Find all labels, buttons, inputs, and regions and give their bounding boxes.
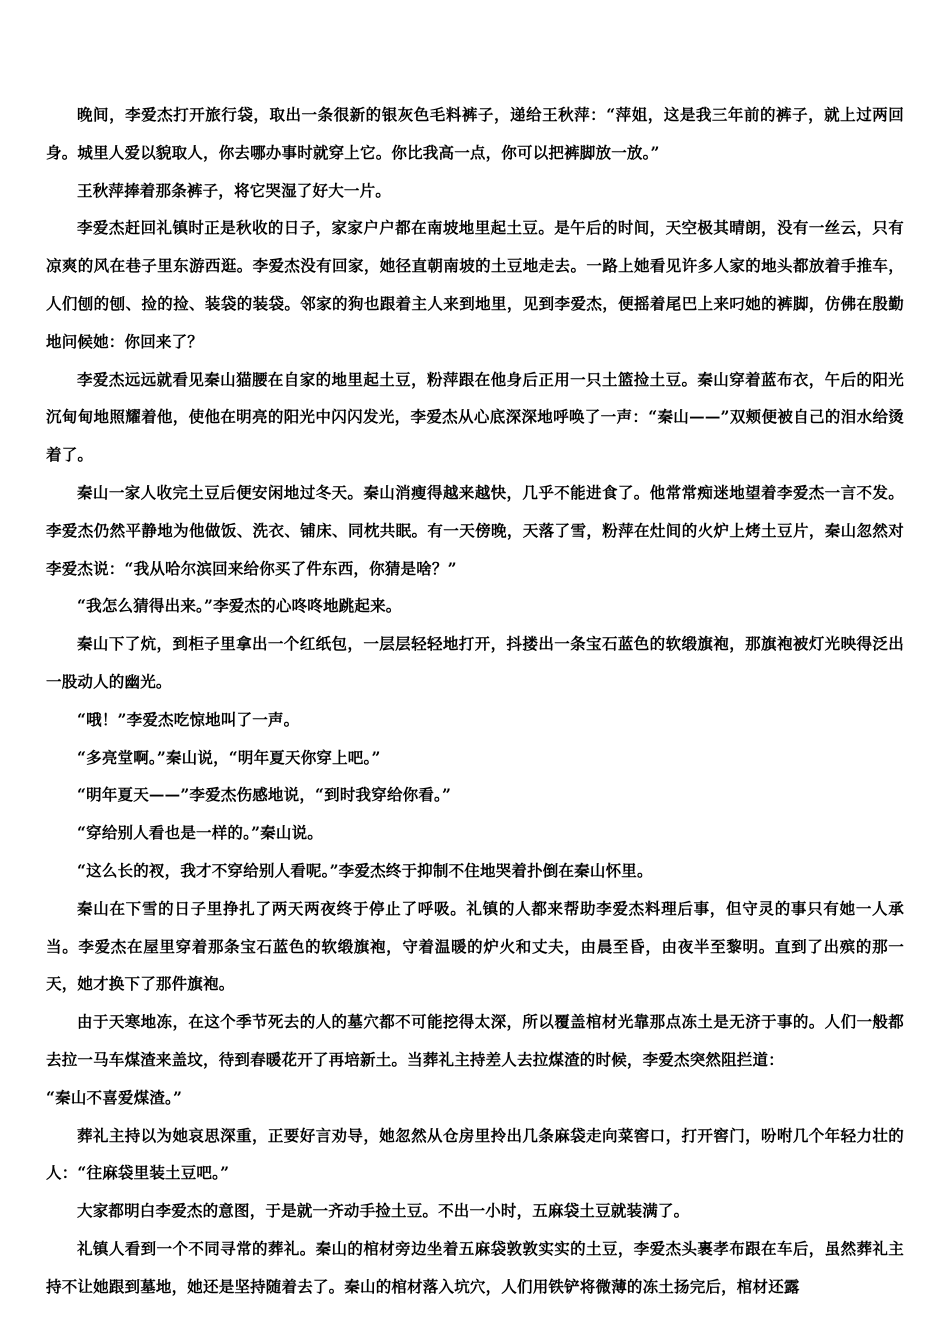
paragraph: 葬礼主持以为她哀思深重，正要好言劝导，她忽然从仓房里拎出几条麻袋走向菜窖口，打开窖门，吩咐几个年轻力壮的人：“往麻袋里装土豆吧。”: [46, 1125, 904, 1183]
paragraph: 秦山一家人收完土豆后便安闲地过冬天。秦山消瘦得越来越快，几乎不能进食了。他常常痴迷地望着李爱杰一言不发。李爱杰仍然平静地为他做饭、洗衣、铺床、同枕共眠。有一天傍晚，天落了雪，粉萍在灶间的火炉上烤土豆片，秦山忽然对李爱杰说：“我从哈尔滨回来给你买了件东西，你猜是啥？”: [46, 482, 904, 578]
document-page: [46, 96, 904, 1306]
paragraph: “哦！”李爱杰吃惊地叫了一声。: [77, 709, 300, 729]
paragraph: 秦山在下雪的日子里挣扎了两天两夜终于停止了呼吸。礼镇的人都来帮助李爱杰料理后事，但守灵的事只有她一人承当。李爱杰在屋里穿着那条宝石蓝色的软缎旗袍，守着温暖的炉火和丈夫，由晨至昏，由夜半至黎明。直到了出殡的那一天，她才换下了那件旗袍。: [46, 898, 904, 994]
paragraph: “秦山不喜爱煤渣。”: [46, 1087, 183, 1107]
paragraph: 王秋萍捧着那条裤子，将它哭湿了好大一片。: [77, 180, 392, 200]
paragraph: “我怎么猜得出来。”李爱杰的心咚咚地跳起来。: [77, 596, 402, 616]
paragraph: 晚间，李爱杰打开旅行袋，取出一条很新的银灰色毛料裤子，递给王秋萍：“萍姐，这是我三年前的裤子，就上过两回身。城里人爱以貌取人，你去哪办事时就穿上它。你比我高一点，你可以把裤脚放一放。”: [46, 105, 904, 162]
paragraph: 李爱杰远远就看见秦山猫腰在自家的地里起土豆，粉萍跟在他身后正用一只土篮捡土豆。秦山穿着蓝布衣，午后的阳光沉甸甸地照耀着他，使他在明亮的阳光中闪闪发光，李爱杰从心底深深地呼唤了一声：“秦山——”双颊便被自己的泪水给烫着了。: [46, 369, 904, 465]
paragraph: “明年夏天——”李爱杰伤感地说，“到时我穿给你看。”: [77, 785, 452, 805]
paragraph: 大家都明白李爱杰的意图，于是就一齐动手捡土豆。不出一小时，五麻袋土豆就装满了。: [77, 1201, 690, 1221]
paragraph: “穿给别人看也是一样的。”秦山说。: [77, 823, 323, 843]
paragraph: 礼镇人看到一个不同寻常的葬礼。秦山的棺材旁边坐着五麻袋敦敦实实的土豆，李爱杰头裹孝布跟在车后，虽然葬礼主持不让她跟到墓地，她还是坚持随着去了。秦山的棺材落入坑穴，人们用铁铲将微薄的冻土扬完后，棺材还露: [46, 1238, 904, 1296]
paragraph: “这么长的衩，我才不穿给别人看呢。”李爱杰终于抑制不住地哭着扑倒在秦山怀里。: [77, 860, 653, 880]
paragraph: 秦山下了炕，到柜子里拿出一个红纸包，一层层轻轻地打开，抖搂出一条宝石蓝色的软缎旗袍，那旗袍被灯光映得泛出一股动人的幽光。: [46, 634, 904, 691]
paragraph: 李爱杰赶回礼镇时正是秋收的日子，家家户户都在南坡地里起土豆。是午后的时间，天空极其晴朗，没有一丝云，只有凉爽的风在巷子里东游西逛。李爱杰没有回家，她径直朝南坡的土豆地走去。一路上她看见许多人家的地头都放着手推车，人们刨的刨、捡的捡、装袋的装袋。邻家的狗也跟着主人来到地里，见到李爱杰，便摇着尾巴上来叼她的裤脚，仿佛在殷勤地问候她：你回来了？: [46, 218, 904, 351]
paragraph: “多亮堂啊。”秦山说，“明年夏天你穿上吧。”: [77, 747, 381, 767]
paragraph: 由于天寒地冻，在这个季节死去的人的墓穴都不可能挖得太深，所以覆盖棺材光靠那点冻土是无济于事的。人们一般都去拉一马车煤渣来盖坟，待到春暖花开了再培新土。当葬礼主持差人去拉煤渣的时候，李爱杰突然阻拦道：: [46, 1012, 904, 1069]
